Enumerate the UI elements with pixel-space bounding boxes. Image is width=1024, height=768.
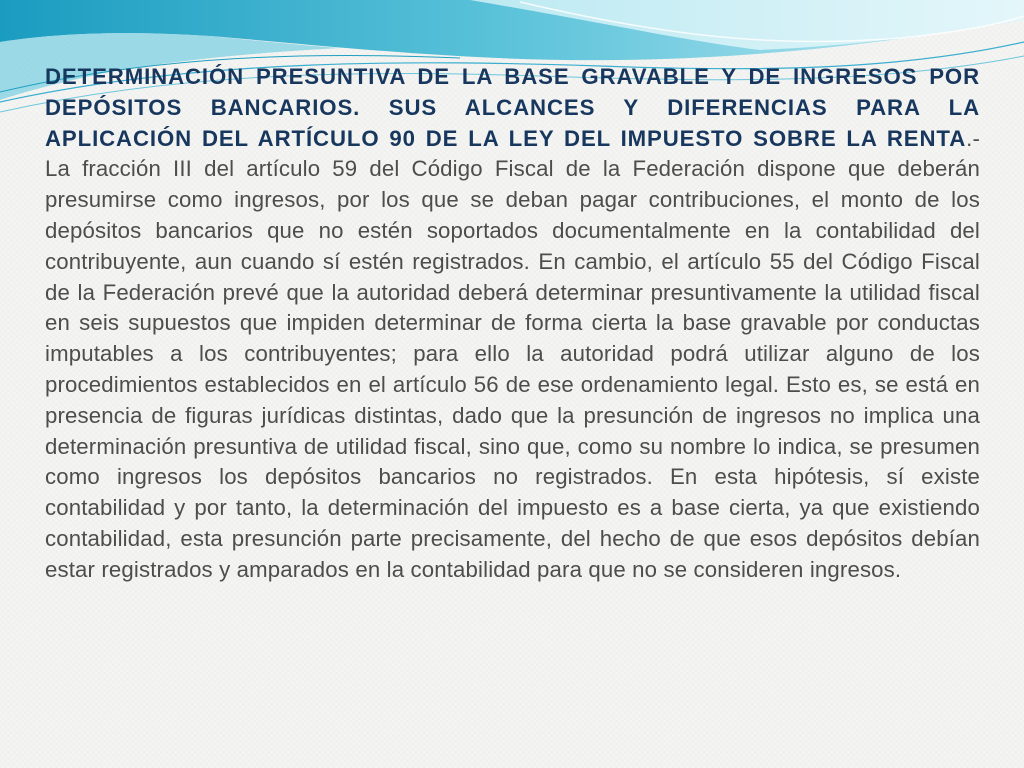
slide-body (45, 62, 980, 586)
slide-title: DETERMINACIÓN PRESUNTIVA DE LA BASE GRAVABLE Y DE INGRESOS POR DEPÓSITOS BANCARIOS. SUS ALCANCES Y DIFERENCIAS PARA LA APLICACIÓN DEL ARTÍCULO 90 DE LA LEY DEL IMPUESTO SOBRE LA RENTA (45, 64, 980, 151)
body-text: La fracción III del artículo 59 del Código Fiscal de la Federación dispone que deberán presumirse como ingresos, por los que se deban pagar contribuciones, el monto de los depósitos bancarios que no estén soportados documentalmente en la contabilidad del contribuyente, aun cuando sí estén registrados. En cambio, el artículo 55 del Código Fiscal de la Federación prevé que la autoridad deberá determinar presuntivamente la utilidad fiscal en seis supuestos que impiden determinar de forma cierta la base gravable por conductas imputables a los contribuyentes; para ello la autoridad podrá utilizar alguno de los procedimientos establecidos en el artículo 56 de ese ordenamiento legal. Esto es, se está en presencia de figuras jurídicas distintas, dado que la presunción de ingresos no implica una determinación presuntiva de utilidad fiscal, sino que, como su nombre lo indica, se presumen como ingresos los depósitos bancarios no registrados. En esta hipótesis, sí existe contabilidad y por tanto, la determinación del impuesto es a base cierta, ya que existiendo contabilidad, esta presunción parte precisamente, del hecho de que esos depósitos debían estar registrados y amparados en la contabilidad para que no se consideren ingresos. (45, 156, 980, 582)
title-separator: .- (966, 125, 980, 151)
